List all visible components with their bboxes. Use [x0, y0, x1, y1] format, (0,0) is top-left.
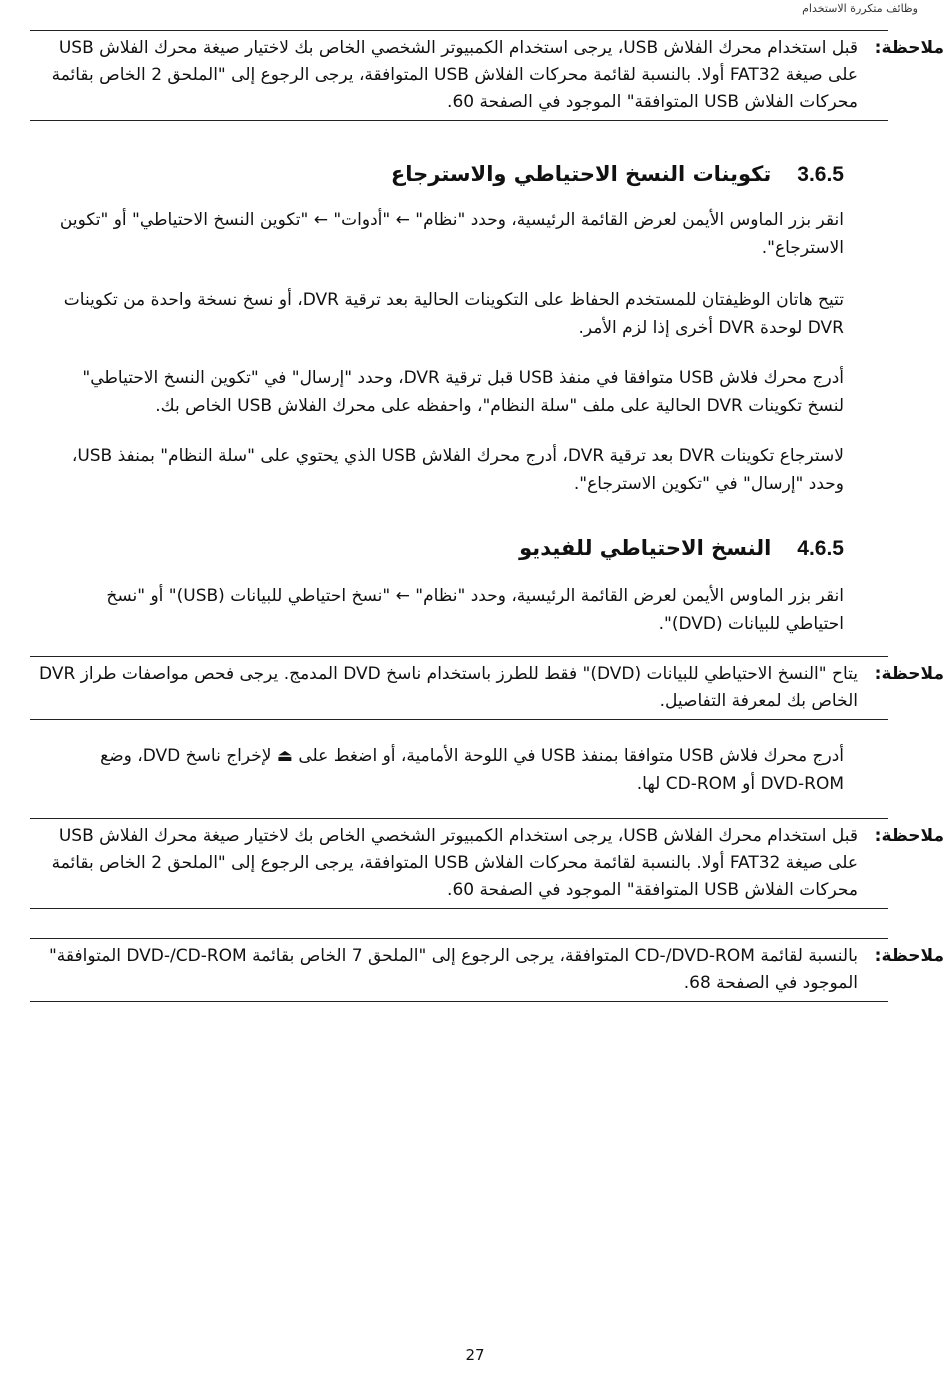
note-text: يتاح "النسخ الاحتياطي للبيانات (DVD)" فقط للطرز باستخدام ناسخ DVD المدمج. يرجى فحص مواصفات طراز DVR الخاص بك لمعرفة التفاصيل. — [39, 664, 858, 711]
note-label: ملاحظة: — [874, 826, 944, 846]
paragraph: انقر بزر الماوس الأيمن لعرض القائمة الرئيسية، وحدد "نظام" ← "نسخ احتياطي للبيانات (USB)" أو "نسخ احتياطي للبيانات (DVD)". — [106, 586, 844, 634]
section-title: النسخ الاحتياطي للفيديو — [519, 536, 772, 560]
note-label: ملاحظة: — [874, 946, 944, 966]
section-heading — [60, 536, 844, 561]
paragraph: تتيح هاتان الوظيفتان للمستخدم الحفاظ على التكوينات الحالية بعد ترقية DVR، أو نسخ نسخة واحدة من تكوينات DVR لوحدة DVR أخرى إذا لزم الأمر. — [63, 290, 844, 338]
section-number: 3.6.5 — [797, 163, 844, 186]
note-text: قبل استخدام محرك الفلاش USB، يرجى استخدام الكمبيوتر الشخصي الخاص بك لاختيار صيغة محرك الفلاش USB على صيغة FAT32 أولا. بالنسبة لقائمة محركات الفلاش USB المتوافقة، يرجى الرجوع إلى "الملحق 2 الخاص بقائمة محركات الفلاش USB المتوافقة" الموجود في الصفحة 60. — [51, 38, 858, 112]
note-text: قبل استخدام محرك الفلاش USB، يرجى استخدام الكمبيوتر الشخصي الخاص بك لاختيار صيغة محرك الفلاش USB على صيغة FAT32 أولا. بالنسبة لقائمة محركات الفلاش USB المتوافقة، يرجى الرجوع إلى "الملحق 2 الخاص بقائمة محركات الفلاش USB المتوافقة" الموجود في الصفحة 60. — [51, 826, 858, 900]
paragraph: أدرج محرك فلاش USB متوافقا بمنفذ USB في اللوحة الأمامية، أو اضغط على ⏏ لإخراج ناسخ DVD، وضع DVD-ROM أو CD-ROM لها. — [100, 746, 844, 794]
running-header: وظائف متكررة الاستخدام — [802, 2, 918, 15]
note-box — [30, 30, 944, 121]
section-number: 4.6.5 — [797, 537, 844, 560]
note-box — [30, 938, 944, 1002]
paragraph: أدرج محرك فلاش USB متوافقا في منفذ USB قبل ترقية DVR، وحدد "إرسال" في "تكوين النسخ الاحتياطي" لنسخ تكوينات DVR الحالية على ملف "سلة النظام"، واحفظه على محرك الفلاش USB الخاص بك. — [82, 368, 844, 416]
note-box — [30, 818, 944, 909]
note-label: ملاحظة: — [874, 664, 944, 684]
section-heading — [60, 162, 844, 187]
paragraph: لاسترجاع تكوينات DVR بعد ترقية DVR، أدرج محرك الفلاش USB الذي يحتوي على "سلة النظام" بمنفذ USB، وحدد "إرسال" في "تكوين الاسترجاع". — [71, 446, 844, 494]
note-box — [30, 656, 944, 720]
section-title: تكوينات النسخ الاحتياطي والاسترجاع — [390, 162, 772, 186]
paragraph: انقر بزر الماوس الأيمن لعرض القائمة الرئيسية، وحدد "نظام" ← "أدوات" ← "تكوين النسخ الاحتياطي" أو "تكوين الاسترجاع". — [59, 210, 844, 258]
page-number: 27 — [465, 1346, 485, 1364]
note-label: ملاحظة: — [874, 38, 944, 58]
note-text: بالنسبة لقائمة CD-/DVD-ROM المتوافقة، يرجى الرجوع إلى "الملحق 7 الخاص بقائمة DVD-/CD-ROM المتوافقة" الموجود في الصفحة 68. — [48, 946, 858, 993]
